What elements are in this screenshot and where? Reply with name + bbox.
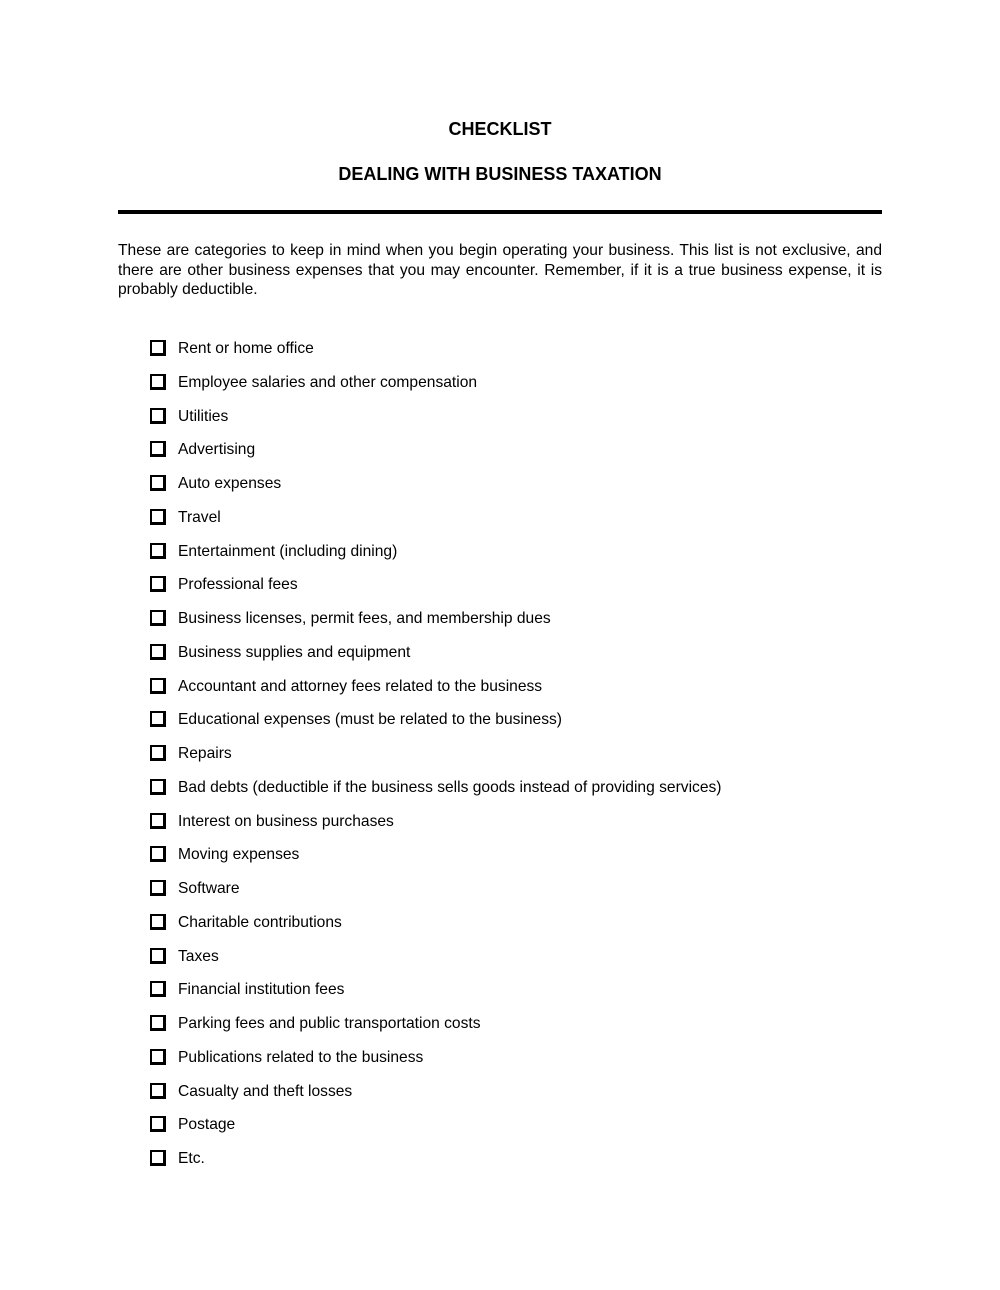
- checklist-item: [150, 338, 722, 372]
- checklist-item-label: Repairs: [178, 745, 232, 762]
- checklist-item-label: Etc.: [178, 1150, 205, 1167]
- checkbox-icon[interactable]: [150, 543, 166, 559]
- checkbox-icon[interactable]: [150, 813, 166, 829]
- checklist-item: [150, 743, 722, 777]
- checkbox-icon[interactable]: [150, 441, 166, 457]
- checkbox-icon[interactable]: [150, 779, 166, 795]
- checklist-item: [150, 979, 722, 1013]
- checkbox-icon[interactable]: [150, 1015, 166, 1031]
- intro-paragraph: These are categories to keep in mind when you begin operating your business. This list is not exclusive, and there are other business expenses that you may encounter. Remember, if it is a true business expense, it is probably deductible.: [118, 242, 882, 298]
- checkbox-icon[interactable]: [150, 880, 166, 896]
- checkbox-icon[interactable]: [150, 846, 166, 862]
- checklist-item: [150, 574, 722, 608]
- checklist-item-label: Bad debts (deductible if the business sells goods instead of providing services): [178, 778, 722, 796]
- checklist-item: [150, 912, 722, 946]
- checkbox-icon[interactable]: [150, 576, 166, 592]
- checklist-item: [150, 1047, 722, 1081]
- checklist-item-label: Entertainment (including dining): [178, 542, 398, 560]
- checklist-item: [150, 777, 722, 811]
- checkbox-icon[interactable]: [150, 340, 166, 356]
- checklist-item-label: Postage: [178, 1116, 236, 1134]
- checklist-item: [150, 1148, 722, 1182]
- title-divider: [118, 210, 882, 214]
- checklist-item: [150, 473, 722, 507]
- checklist-item-label: Interest on business purchases: [178, 812, 394, 830]
- checklist-item: [150, 439, 722, 473]
- checklist-item-label: Auto expenses: [178, 475, 282, 492]
- checklist: [150, 338, 722, 1182]
- checklist-item: [150, 1114, 722, 1148]
- checklist-item-label: Casualty and theft losses: [178, 1082, 353, 1100]
- document-title: CHECKLIST: [448, 119, 552, 139]
- checklist-item: [150, 507, 722, 541]
- checkbox-icon[interactable]: [150, 711, 166, 727]
- checkbox-icon[interactable]: [150, 374, 166, 390]
- checklist-item-label: Business licenses, permit fees, and membership dues: [178, 610, 551, 627]
- checklist-item: [150, 844, 722, 878]
- checkbox-icon[interactable]: [150, 408, 166, 424]
- checklist-item: [150, 878, 722, 912]
- checkbox-icon[interactable]: [150, 509, 166, 525]
- checklist-item: [150, 541, 722, 575]
- checkbox-icon[interactable]: [150, 948, 166, 964]
- checkbox-icon[interactable]: [150, 1083, 166, 1099]
- checkbox-icon[interactable]: [150, 745, 166, 761]
- checklist-item-label: Taxes: [178, 947, 219, 965]
- checklist-item-label: Travel: [178, 508, 221, 526]
- checkbox-icon[interactable]: [150, 1116, 166, 1132]
- checklist-item-label: Educational expenses (must be related to the business): [178, 711, 563, 729]
- checklist-item: [150, 372, 722, 406]
- checklist-item: [150, 946, 722, 980]
- checkbox-icon[interactable]: [150, 1049, 166, 1065]
- checklist-item-label: Software: [178, 880, 240, 897]
- checklist-item-label: Rent or home office: [178, 340, 314, 357]
- checklist-item-label: Financial institution fees: [178, 981, 345, 999]
- checkbox-icon[interactable]: [150, 644, 166, 660]
- checklist-item: [150, 608, 722, 642]
- checklist-item: [150, 709, 722, 743]
- checklist-item-label: Advertising: [178, 441, 256, 459]
- checklist-item-label: Charitable contributions: [178, 913, 342, 931]
- checklist-item-label: Business supplies and equipment: [178, 643, 411, 661]
- checklist-item-label: Accountant and attorney fees related to the business: [178, 677, 543, 695]
- checklist-item: [150, 406, 722, 440]
- checklist-item: [150, 1081, 722, 1115]
- checkbox-icon[interactable]: [150, 914, 166, 930]
- checklist-item: [150, 642, 722, 676]
- checklist-item: [150, 811, 722, 845]
- checklist-item-label: Moving expenses: [178, 846, 300, 864]
- checkbox-icon[interactable]: [150, 981, 166, 997]
- checklist-item-label: Professional fees: [178, 576, 298, 594]
- document-subtitle: DEALING WITH BUSINESS TAXATION: [338, 164, 662, 184]
- checklist-item-label: Publications related to the business: [178, 1048, 424, 1066]
- checkbox-icon[interactable]: [150, 610, 166, 626]
- checkbox-icon[interactable]: [150, 1150, 166, 1166]
- checklist-item-label: Parking fees and public transportation costs: [178, 1015, 481, 1032]
- checkbox-icon[interactable]: [150, 678, 166, 694]
- checklist-item-label: Employee salaries and other compensation: [178, 373, 478, 391]
- checklist-item: [150, 1013, 722, 1047]
- checklist-item-label: Utilities: [178, 407, 229, 425]
- checklist-item: [150, 676, 722, 710]
- checkbox-icon[interactable]: [150, 475, 166, 491]
